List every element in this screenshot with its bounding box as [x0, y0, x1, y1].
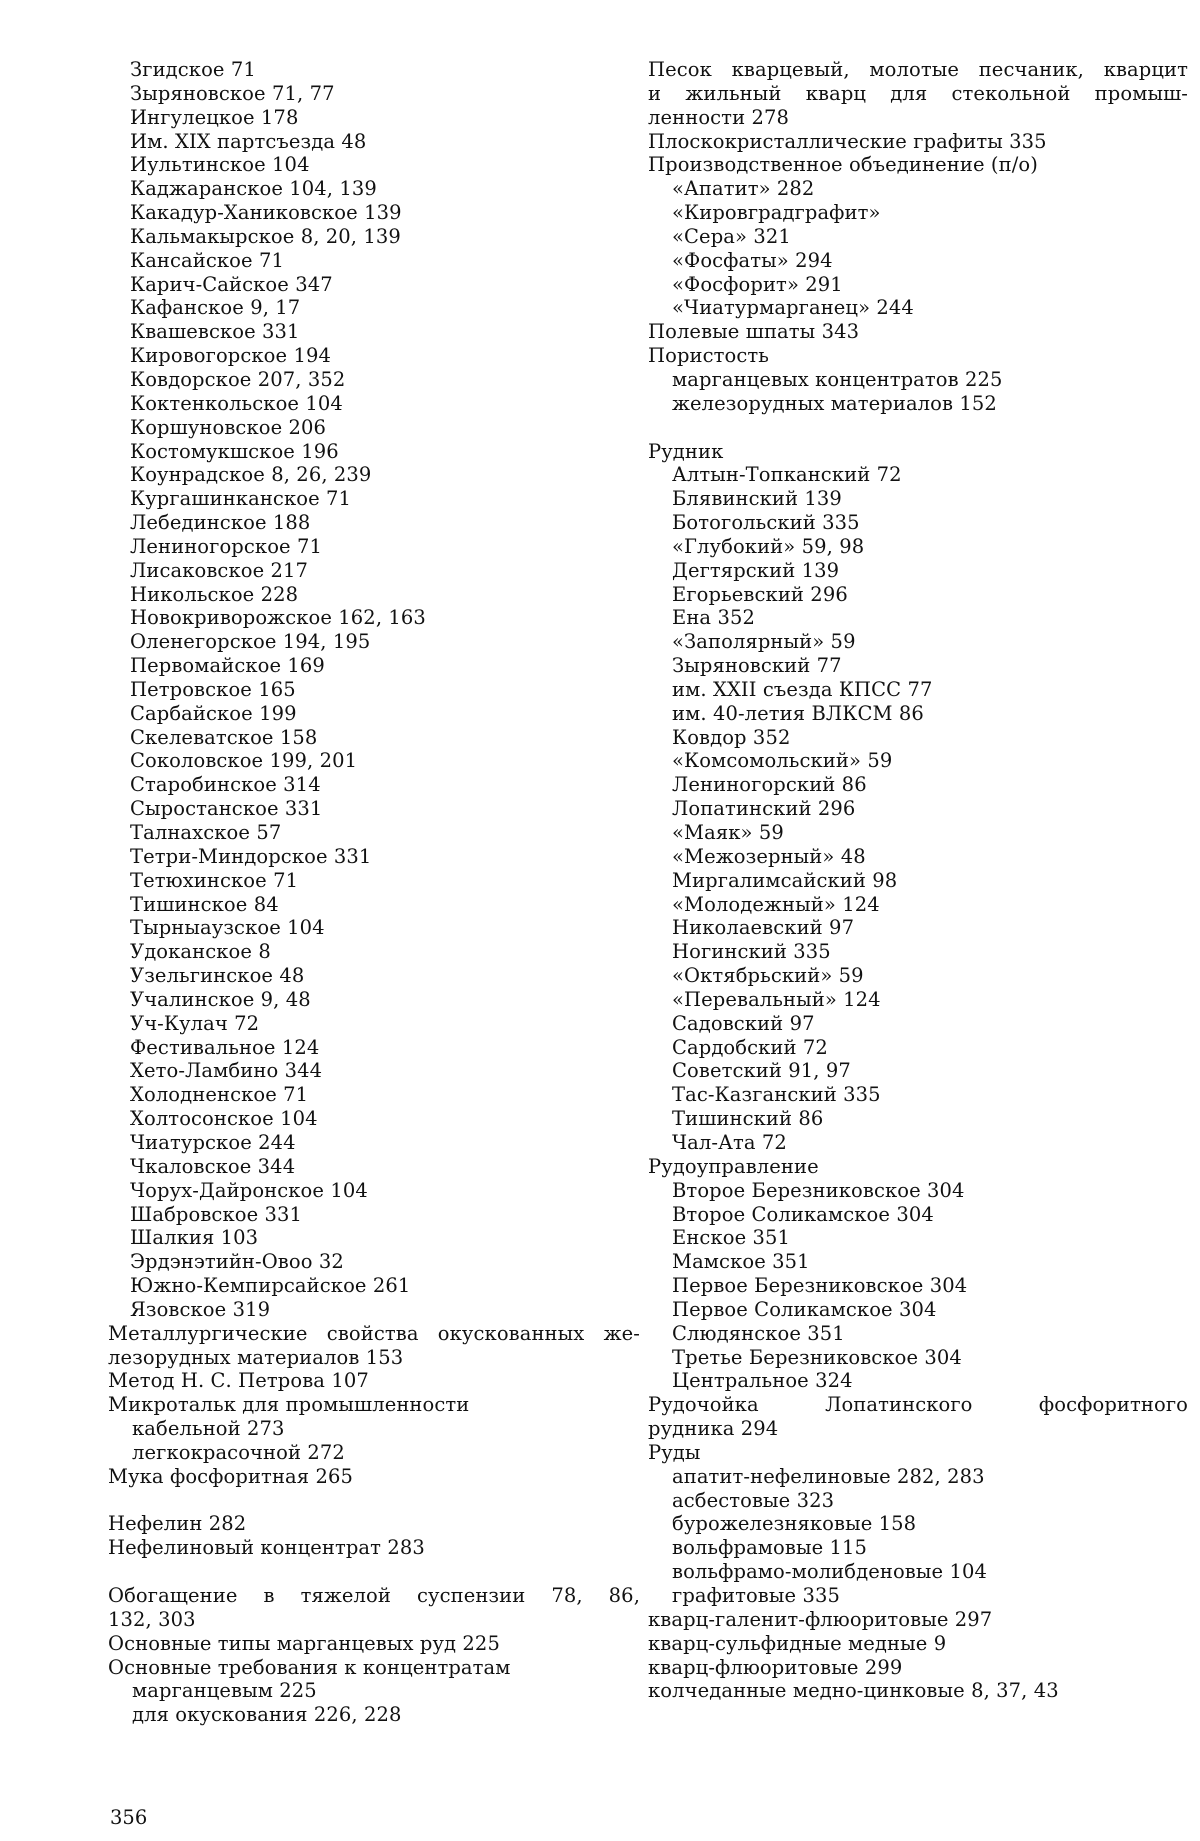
index-entry: Шалкия 103 — [130, 1226, 259, 1250]
index-entry: Рудоуправление — [648, 1154, 819, 1178]
index-entry: Производственное объединение (п/о) — [648, 153, 1038, 177]
index-entry: Тетюхинское 71 — [130, 868, 299, 892]
index-entry: Енское 351 — [672, 1226, 791, 1250]
index-entry: Ковдор 352 — [672, 725, 791, 749]
index-entry: «Маяк» 59 — [672, 821, 784, 844]
index-entry: Карич-Сайское 347 — [130, 272, 333, 296]
index-entry: Николаевский 97 — [672, 916, 855, 940]
index-entry: Кальмакырское 8, 20, 139 — [130, 224, 401, 248]
index-entry: Кировогорское 194 — [130, 344, 331, 368]
index-entry: «Межозерный» 48 — [672, 844, 866, 868]
index-entry: асбестовые 323 — [672, 1488, 835, 1512]
index-entry: Метод Н. С. Петрова 107 — [108, 1369, 369, 1393]
index-entry: Сардобский 72 — [672, 1035, 828, 1059]
index-entry: Иультинское 104 — [130, 153, 310, 177]
index-entry: Мамское 351 — [672, 1250, 810, 1274]
index-entry: Квашевское 331 — [130, 320, 300, 344]
index-entry: «Заполярный» 59 — [672, 630, 856, 654]
index-entry: «Чиатурмарганец» 244 — [672, 296, 914, 320]
index-entry: Згидское 71 — [130, 58, 256, 81]
index-column-right — [648, 58, 1188, 1703]
index-entry: Коктенкольское 104 — [130, 391, 343, 415]
index-entry: колчеданные медно-цинковые 8, 37, 43 — [648, 1679, 1059, 1703]
index-entry: Нефелиновый концентрат 283 — [108, 1536, 425, 1560]
index-entry — [0, 1489, 640, 1513]
index-entry: ленности 278 — [648, 105, 789, 129]
index-entry: Петровское 165 — [130, 677, 296, 701]
index-entry: Эрдэнэтийн-Овоо 32 — [130, 1250, 344, 1274]
index-entry: Скелеватское 158 — [130, 725, 318, 749]
index-entry: «Сера» 321 — [672, 224, 791, 248]
index-entry: Блявинский 139 — [672, 487, 842, 511]
index-entry: Оленегорское 194, 195 — [130, 630, 371, 654]
index-entry: Егорьевский 296 — [672, 582, 848, 606]
index-entry: Никольское 228 — [130, 582, 299, 606]
index-entry: Талнахское 57 — [130, 821, 282, 844]
index-entry: Учалинское 9, 48 — [130, 987, 311, 1011]
index-entry: Уч-Кулач 72 — [130, 1011, 260, 1035]
index-entry: «Октябрьский» 59 — [672, 964, 864, 988]
index-entry: «Апатит» 282 — [672, 177, 815, 201]
index-entry: Ногинский 335 — [672, 940, 831, 964]
index-entry: Мука фосфоритная 265 — [108, 1464, 353, 1488]
index-entry: кабельной 273 — [132, 1417, 285, 1441]
index-entry: Миргалимсайский 98 — [672, 868, 898, 892]
index-entry: для окускования 226, 228 — [132, 1703, 402, 1727]
index-entry: Какадур-Ханиковское 139 — [130, 201, 402, 225]
index-entry: Чорух-Дайронское 104 — [130, 1178, 368, 1202]
index-entry: бурожелезняковые 158 — [672, 1512, 917, 1536]
index-entry: Нефелин 282 — [108, 1512, 247, 1536]
index-entry: марганцевым 225 — [132, 1679, 317, 1703]
index-entry: Шабровское 331 — [130, 1202, 303, 1226]
index-entry: Южно-Кемпирсайское 261 — [130, 1274, 411, 1298]
index-entry: кварц-галенит-флюоритовые 297 — [648, 1607, 993, 1631]
index-entry: Холтосонское 104 — [130, 1107, 318, 1131]
index-entry: Каджаранское 104, 139 — [130, 177, 377, 201]
index-entry: «Перевальный» 124 — [672, 987, 881, 1011]
index-entry: Металлургические свойства окускованных же- — [108, 1321, 640, 1345]
index-column-left — [0, 58, 640, 1727]
index-entry: Удоканское 8 — [130, 940, 271, 964]
index-entry: и жильный кварц для стекольной промыш- — [648, 81, 1188, 105]
index-entry: Дегтярский 139 — [672, 558, 840, 582]
index-entry: Фестивальное 124 — [130, 1035, 320, 1059]
index-entry: Лисаковское 217 — [130, 558, 309, 582]
index-entry: Советский 91, 97 — [672, 1059, 851, 1083]
index-entry: Плоскокристаллические графиты 335 — [648, 129, 1047, 153]
index-entry: 132, 303 — [108, 1607, 196, 1631]
index-entry: Новокриворожское 162, 163 — [130, 606, 426, 630]
index-entry: «Глубокий» 59, 98 — [672, 534, 865, 558]
index-entry: Чал-Ата 72 — [672, 1130, 787, 1154]
page-number: 356 — [110, 1806, 148, 1829]
index-entry: им. 40-летия ВЛКСМ 86 — [672, 701, 924, 725]
index-entry: вольфрамо-молибденовые 104 — [672, 1560, 987, 1584]
index-entry: рудника 294 — [648, 1417, 779, 1441]
index-entry: Лебединское 188 — [130, 511, 311, 535]
index-entry: Слюдянское 351 — [672, 1321, 845, 1345]
index-entry: Второе Березниковское 304 — [672, 1178, 965, 1202]
index-entry: Первое Березниковское 304 — [672, 1274, 968, 1298]
index-entry: Кансайское 71 — [130, 248, 284, 272]
index-entry — [0, 1560, 640, 1584]
index-entry: графитовые 335 — [672, 1584, 840, 1607]
index-entry: легкокрасочной 272 — [132, 1440, 345, 1464]
index-entry: Хето-Ламбино 344 — [130, 1059, 323, 1083]
index-entry: Второе Соликамское 304 — [672, 1202, 934, 1226]
index-entry: Им. XIX партсъезда 48 — [130, 129, 367, 153]
index-entry: «Фосфорит» 291 — [672, 272, 843, 296]
index-entry: Основные требования к концентратам — [108, 1655, 511, 1679]
index-entry: «Кировградграфит» — [672, 201, 881, 225]
index-entry: Зыряновское 71, 77 — [130, 81, 335, 105]
index-entry: Чкаловское 344 — [130, 1154, 296, 1178]
index-entry: Кургашинканское 71 — [130, 487, 352, 511]
index-entry: «Комсомольский» 59 — [672, 749, 893, 773]
index-entry: Руды — [648, 1440, 701, 1464]
index-entry: Пористость — [648, 344, 769, 368]
index-entry: Тетри-Миндорское 331 — [130, 844, 372, 868]
index-entry: Ингулецкое 178 — [130, 105, 299, 129]
index-entry: Лопатинский 296 — [672, 797, 856, 821]
index-entry — [648, 416, 1188, 440]
index-entry: Чиатурское 244 — [130, 1130, 296, 1154]
index-entry: Тырныаузское 104 — [130, 916, 325, 940]
index-entry: Тишинское 84 — [130, 892, 279, 916]
index-entry: Первое Соликамское 304 — [672, 1297, 937, 1321]
index-entry: Коунрадское 8, 26, 239 — [130, 463, 372, 487]
index-entry: Кафанское 9, 17 — [130, 296, 301, 320]
index-entry: Садовский 97 — [672, 1011, 815, 1035]
index-entry: Ботогольский 335 — [672, 511, 860, 535]
index-entry: Песок кварцевый, молотые песчаник, кварцит — [648, 58, 1188, 81]
index-entry: Рудочойка Лопатинского фосфоритного — [648, 1393, 1188, 1417]
index-entry: Лениногорский 86 — [672, 773, 867, 797]
index-entry: Зыряновский 77 — [672, 654, 842, 678]
index-entry: Первомайское 169 — [130, 654, 325, 678]
index-entry: Обогащение в тяжелой суспензии 78, 86, — [108, 1584, 640, 1607]
index-entry: Старобинское 314 — [130, 773, 321, 797]
index-entry: вольфрамовые 115 — [672, 1536, 868, 1560]
index-entry: Ковдорское 207, 352 — [130, 367, 346, 391]
index-entry: Холодненское 71 — [130, 1083, 309, 1107]
index-entry: Сарбайское 199 — [130, 701, 297, 725]
index-entry: Полевые шпаты 343 — [648, 320, 860, 344]
index-entry: «Молодежный» 124 — [672, 892, 880, 916]
index-entry: Сыростанское 331 — [130, 797, 323, 821]
index-entry: апатит-нефелиновые 282, 283 — [672, 1464, 985, 1488]
index-entry: кварц-флюоритовые 299 — [648, 1655, 903, 1679]
index-entry: Лениногорское 71 — [130, 534, 322, 558]
index-entry: Тишинский 86 — [672, 1107, 824, 1131]
index-entry: железорудных материалов 152 — [672, 391, 997, 415]
index-entry: Рудник — [648, 439, 724, 463]
index-entry: Третье Березниковское 304 — [672, 1345, 962, 1369]
index-entry: им. XXII съезда КПСС 77 — [672, 677, 933, 701]
index-entry: кварц-сульфидные медные 9 — [648, 1631, 947, 1655]
index-entry: «Фосфаты» 294 — [672, 248, 833, 272]
index-entry: Костомукшское 196 — [130, 439, 339, 463]
index-entry: Соколовское 199, 201 — [130, 749, 358, 773]
index-entry: Основные типы марганцевых руд 225 — [108, 1631, 500, 1655]
index-entry: Коршуновское 206 — [130, 415, 327, 439]
index-entry: Центральное 324 — [672, 1369, 853, 1393]
index-entry: Язовское 319 — [130, 1297, 271, 1321]
index-entry: Микротальк для промышленности — [108, 1393, 470, 1417]
index-entry: марганцевых концентратов 225 — [672, 367, 1003, 391]
index-entry: Узельгинское 48 — [130, 964, 305, 988]
index-entry: Алтын-Топканский 72 — [672, 463, 902, 487]
index-entry: лезорудных материалов 153 — [108, 1345, 404, 1369]
index-entry: Тас-Казганский 335 — [672, 1083, 881, 1107]
index-entry: Ена 352 — [672, 606, 755, 630]
